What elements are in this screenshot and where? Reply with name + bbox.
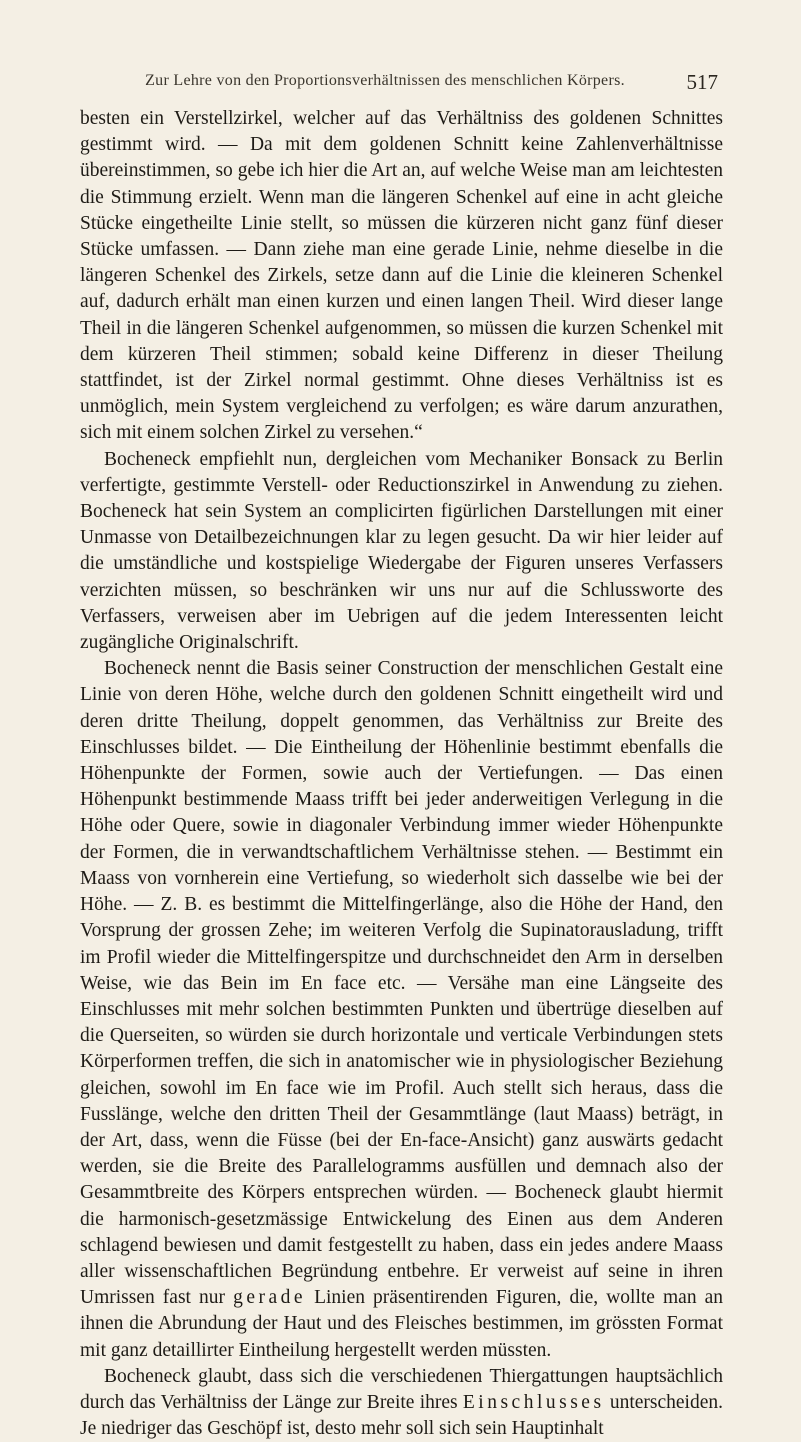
- paragraph-2: Bocheneck empfiehlt nun, dergleichen vom Mechaniker Bonsack zu Berlin verfertigte, gestimmte Verstell- oder Reductionszirkel in Anwendung zu ziehen. Bocheneck hat sein System an complicirten figürlichen Darstellungen mit einer Unmasse von Detailbezeichnungen klar zu legen gesucht. Da wir hier leider auf die umständliche und kostspielige Wiedergabe der Figuren unseres Verfassers verzichten müssen, so beschränken wir uns nur auf die Schlussworte des Verfassers, verweisen aber im Uebrigen auf die jedem Interessenten leicht zugängliche Originalschrift.: [80, 448, 723, 654]
- paragraph-3-tail: Linien präsentirenden Figuren, die, wollte man an ihnen die Abrundung der Haut und des Fleisches bestimmen, im grössten Format mit ganz detaillirter Eintheilung hergestellt werden müssten.: [80, 1287, 724, 1361]
- running-title: Zur Lehre von den Proportionsverhältnissen des menschlichen Körpers.: [145, 72, 625, 89]
- paragraph-3: [80, 656, 723, 1363]
- running-head: [92, 70, 718, 94]
- paragraph-3-text: Bocheneck nennt die Basis seiner Construction der menschlichen Gestalt eine Linie von deren Höhe, welche durch den goldenen Schnitt eingetheilt wird und deren dritte Theilung, doppelt genommen, das Verhältniss zur Breite des Einschlusses bildet. — Die Eintheilung der Höhenlinie bestimmt ebenfalls die Höhenpunkte der Formen, sowie auch der Vertiefungen. — Das einen Höhenpunkt bestimmende Maass trifft bei jeder anderweitigen Verlegung in die Höhe oder Quere, sowie in diagonaler Verbindung immer wieder Höhenpunkte der Formen, die in verwandtschaftlichem Verhältnisse stehen. — Bestimmt ein Maass von vornherein eine Vertiefung, so wiederholt sich dasselbe wie bei der Höhe. — Z. B. es bestimmt die Mittelfingerlänge, also die Höhe der Hand, den Vorsprung der grossen Zehe; im weiteren Verfolg die Supinatorausladung, trifft im Profil wieder die Mittelfingerspitze und durchschneidet den Arm in derselben Weise, wie das Bein im En face etc. — Versähe man eine Längseite des Einschlusses mit mehr solchen bestimmten Punkten und übertrüge dieselben auf die Querseiten, so würden sie durch horizontale und verticale Verbindungen stets Körperformen treffen, die sich in anatomischer wie in physiologischer Beziehung gleichen, sowohl im En face wie im Profil. Auch stellt sich heraus, dass die Fusslänge, welche den dritten Theil der Gesammtlänge (laut Maass) beträgt, in der Art, dass, wenn die Füsse (bei der En-face-Ansicht) ganz auswärts gedacht werden, sie die Breite des Parallelogramms ausfüllen und demnach also der Gesammtbreite des Körpers entsprechen würden. — Bocheneck glaubt hiermit die harmonisch-gesetzmässige Entwickelung des Einen aus dem Anderen schlagend bewiesen und damit festgestellt zu haben, dass ein jedes andere Maass aller wissenschaftlichen Begründung entbehre. Er verweist auf seine in ihren Umrissen fast nur: [80, 658, 723, 1309]
- paragraph-4-tail: unterscheiden. Je niedriger das Geschöpf ist, desto mehr soll sich sein Hauptinhalt: [80, 1391, 723, 1440]
- paragraph-4: [80, 1364, 723, 1442]
- emphasis-spaced: Einschlusses: [462, 1391, 605, 1413]
- page-number: 517: [686, 70, 718, 94]
- paragraph-1: besten ein Verstellzirkel, welcher auf das Verhältniss des goldenen Schnittes gestimmt wird. — Da mit dem goldenen Schnitt keine Zahlenverhältnisse übereinstimmen, so gebe ich hier die Art an, auf welche Weise man am leichtesten die Stimmung erzielt. Wenn man die längeren Schenkel auf eine in acht gleiche Stücke eingetheilte Linie stellt, so müssen die kürzeren nicht ganz fünf dieser Stücke umfassen. — Dann ziehe man eine gerade Linie, nehme dieselbe in die längeren Schenkel des Zirkels, setze dann auf die Linie die kleineren Schenkel auf, dadurch erhält man einen kurzen und einen langen Theil. Wird dieser lange Theil in die längeren Schenkel aufgenommen, so müssen die kurzen Schenkel mit dem kürzeren Theil stimmen; sobald keine Differenz in dieser Theilung stattfindet, ist der Zirkel normal gestimmt. Ohne dieses Verhältniss ist es unmöglich, mein System vergleichend zu verfolgen; es wäre darum anzurathen, sich mit einem solchen Zirkel zu versehen.“: [80, 108, 723, 444]
- paragraph-4-text: Bocheneck glaubt, dass sich die verschiedenen Thiergattungen hauptsächlich durch das Verhältniss der Länge zur Breite ihres: [80, 1365, 723, 1413]
- body-text: [80, 106, 723, 1442]
- emphasis-spaced: gerade: [233, 1287, 307, 1309]
